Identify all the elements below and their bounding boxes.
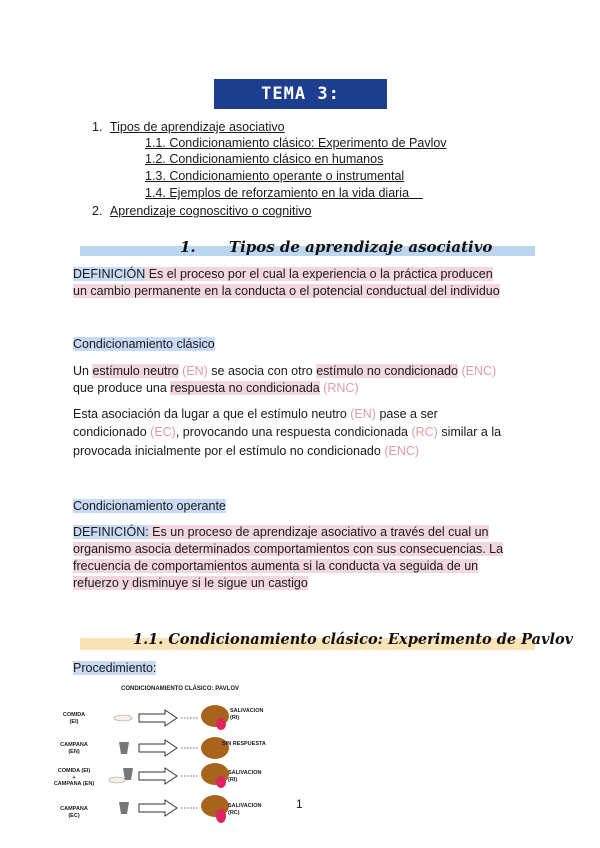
section-title: Tipos de aprendizaje asociativo <box>228 238 493 256</box>
toc-label: 1.2. Condicionamiento clásico en humanos <box>145 152 384 166</box>
text: se asocia con otro <box>207 364 317 378</box>
definition-text: frecuencia de comportamientos aumenta si la conducta va seguida de un <box>73 559 479 573</box>
definition-paragraph <box>73 266 533 300</box>
definition-label: DEFINICIÓN <box>73 267 146 281</box>
text: , provocando una respuesta condicionada <box>175 425 412 439</box>
toc-num: 1. <box>92 120 103 134</box>
section-number: 1. <box>180 238 196 256</box>
abbr: (ENC) <box>384 444 420 458</box>
abbr: (EN) <box>178 364 208 378</box>
definition-text: Es el proceso por el cual la experiencia o la práctica producen <box>145 267 493 281</box>
text: pase a ser <box>375 407 438 421</box>
bell-icon <box>119 802 129 814</box>
definition-text: un cambio permanente en la conducta o el potencial conductual del individuo <box>73 284 500 298</box>
abbr: (EC) <box>150 425 176 439</box>
diagram-row-4 <box>119 795 229 823</box>
text: provocada inicialmente por el estímulo no condicionado <box>73 444 385 458</box>
toc-item-1-2[interactable] <box>145 151 383 168</box>
figure-row-1-left: COMIDA (EI) <box>62 712 86 725</box>
abbr: (EN) <box>350 407 376 421</box>
definition-label: DEFINICIÓN: <box>73 525 149 539</box>
figure-row-4-left: CAMPANA (EC) <box>60 806 88 819</box>
bone-icon <box>114 715 132 721</box>
figure-row-2-left: CAMPANA (EN) <box>60 742 88 755</box>
text: similar a la <box>437 425 502 439</box>
toc-label: 1.4. Ejemplos de reforzamiento en la vida diaria <box>145 186 410 200</box>
abbr: (ENC) <box>457 364 497 378</box>
arrow-icon <box>139 740 177 756</box>
figure-row-4-right: SALIVACION (RC) <box>228 803 262 816</box>
heading-text: Condicionamiento clásico <box>73 337 215 351</box>
arrow-icon <box>139 800 177 816</box>
classical-paragraph-2 <box>73 405 533 441</box>
toc-item-1-4[interactable] <box>145 185 423 202</box>
toc-num: 2. <box>92 204 103 218</box>
highlight: estímulo neutro <box>92 364 179 378</box>
figure-row-3-left: COMIDA (EI) + CAMPANA (EN) <box>53 768 95 787</box>
bell-icon <box>119 742 129 754</box>
text: que produce una <box>73 381 171 395</box>
text: Esta asociación da lugar a que el estímulo neutro <box>73 407 351 421</box>
figure-row-3-right: SALIVACION (RI) <box>228 770 262 783</box>
page-number: 1 <box>296 797 303 811</box>
label-text: Procedimiento: <box>73 661 157 675</box>
abbr: (RNC) <box>319 381 359 395</box>
toc-item-1[interactable] <box>92 119 285 136</box>
definition-text: Es un proceso de aprendizaje asociativo a través del cual un <box>148 525 489 539</box>
toc-label: Tipos de aprendizaje asociativo <box>109 120 285 134</box>
toc-item-1-1[interactable] <box>145 135 447 152</box>
heading-text: Condicionamiento operante <box>73 499 226 513</box>
highlight: estímulo no condicionado <box>316 364 458 378</box>
text: condicionado <box>73 425 151 439</box>
diagram-row-1 <box>114 705 229 730</box>
arrow-icon <box>139 768 177 784</box>
figure-title: CONDICIONAMIENTO CLÁSICO: PAVLOV <box>120 686 239 692</box>
section-1-heading <box>180 238 492 256</box>
definition-text: refuerzo y disminuye si le sigue un castigo <box>73 576 308 590</box>
definition-text: organismo asocia determinados comportamientos con sus consecuencias. La <box>73 542 504 556</box>
text: Un <box>73 364 93 378</box>
toc-label: 1.3. Condicionamiento operante o instrumental <box>145 169 405 183</box>
highlight: respuesta no condicionada <box>170 381 320 395</box>
toc-label: 1.1. Condicionamiento clásico: Experimento de Pavlov <box>145 136 447 150</box>
toc-item-2[interactable] <box>92 203 311 220</box>
operant-heading <box>73 498 533 515</box>
toc-label: Aprendizaje cognoscitivo o cognitivo <box>109 204 312 218</box>
figure-row-1-right: SALIVACION (RI) <box>230 708 264 721</box>
diagram-row-3 <box>109 763 229 788</box>
classical-paragraph-2-end <box>73 443 533 460</box>
section-1-1-heading: 1.1. Condicionamiento clásico: Experimento de Pavlov <box>133 631 574 648</box>
page-title: TEMA 3: APRENDIZAJE <box>238 84 363 134</box>
classical-heading <box>73 336 533 353</box>
operant-definition <box>73 524 543 592</box>
bone-icon <box>109 777 125 783</box>
classical-paragraph-1 <box>73 363 533 397</box>
bell-icon <box>123 768 133 780</box>
figure-row-2-right: SIN RESPUESTA <box>222 741 266 747</box>
procedure-label <box>73 660 533 677</box>
abbr: (RC) <box>411 425 438 439</box>
arrow-icon <box>139 710 177 726</box>
diagram-row-2 <box>119 737 229 759</box>
toc-item-1-3[interactable] <box>145 168 404 185</box>
